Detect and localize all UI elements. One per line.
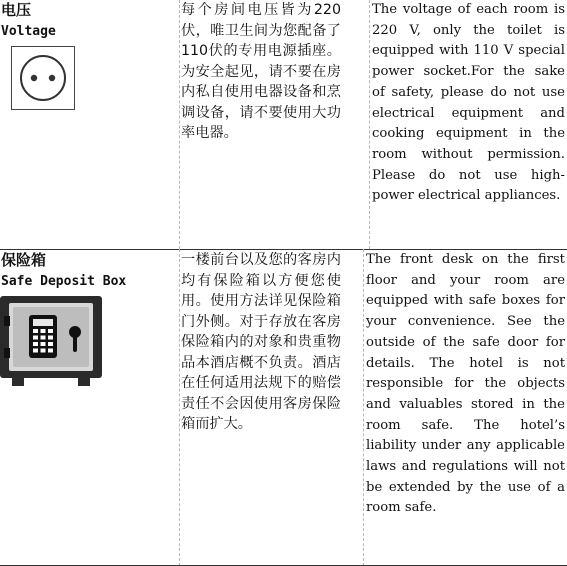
safe-text-cn: 一楼前台以及您的客房内均有保险箱以方便您使用。使用方法详见保险箱门外侧。对于存放在客房保险箱内的对象和贵重物品本酒店概不负责。酒店在任何适用法规下的赔偿责任不会因使用客房保险箱而扩大。 xyxy=(181,252,341,432)
power-socket-icon xyxy=(11,46,75,110)
column-divider xyxy=(363,249,364,566)
safe-icon xyxy=(0,296,102,392)
column-divider xyxy=(369,0,370,249)
safe-box-section xyxy=(0,249,567,566)
voltage-title-cell xyxy=(1,0,173,42)
safe-title-cn: 保险箱 xyxy=(1,251,47,269)
safe-text-cn-cell xyxy=(181,250,341,435)
safe-text-en-cell xyxy=(366,250,565,519)
safe-text-en: The front desk on the first floor and your room are equipped with safe boxes for your convenience. See the outside of the safe door for details. The hotel is not responsible for the objects and valuables stored in the room safe. The hotel’s liability under any applicable laws and regulations will not be extended by the use of a room safe. xyxy=(366,252,565,516)
voltage-text-cn: 每个房间电压皆为220伏，唯卫生间为您配备了110伏的专用电源插座。为安全起见，请不要在房内私自使用电器设备和烹调设备，请不要使用大功率电器。 xyxy=(181,2,341,141)
column-divider xyxy=(179,0,180,249)
safe-title-cell xyxy=(1,250,173,292)
voltage-title-cn: 电压 xyxy=(1,1,32,19)
voltage-text-cn-cell xyxy=(181,0,341,144)
voltage-section xyxy=(0,0,567,249)
voltage-text-en-cell xyxy=(372,0,565,207)
column-divider xyxy=(179,249,180,566)
voltage-text-en: The voltage of each room is 220 V, only the toilet is equipped with 110 V special power socket.For the sake of safety, please do not use electrical equipment and cooking equipment in the room without permission. Please do not use high-power electrical appliances. xyxy=(372,2,565,204)
voltage-title-en: Voltage xyxy=(1,24,56,39)
safe-title-en: Safe Deposit Box xyxy=(1,274,127,289)
